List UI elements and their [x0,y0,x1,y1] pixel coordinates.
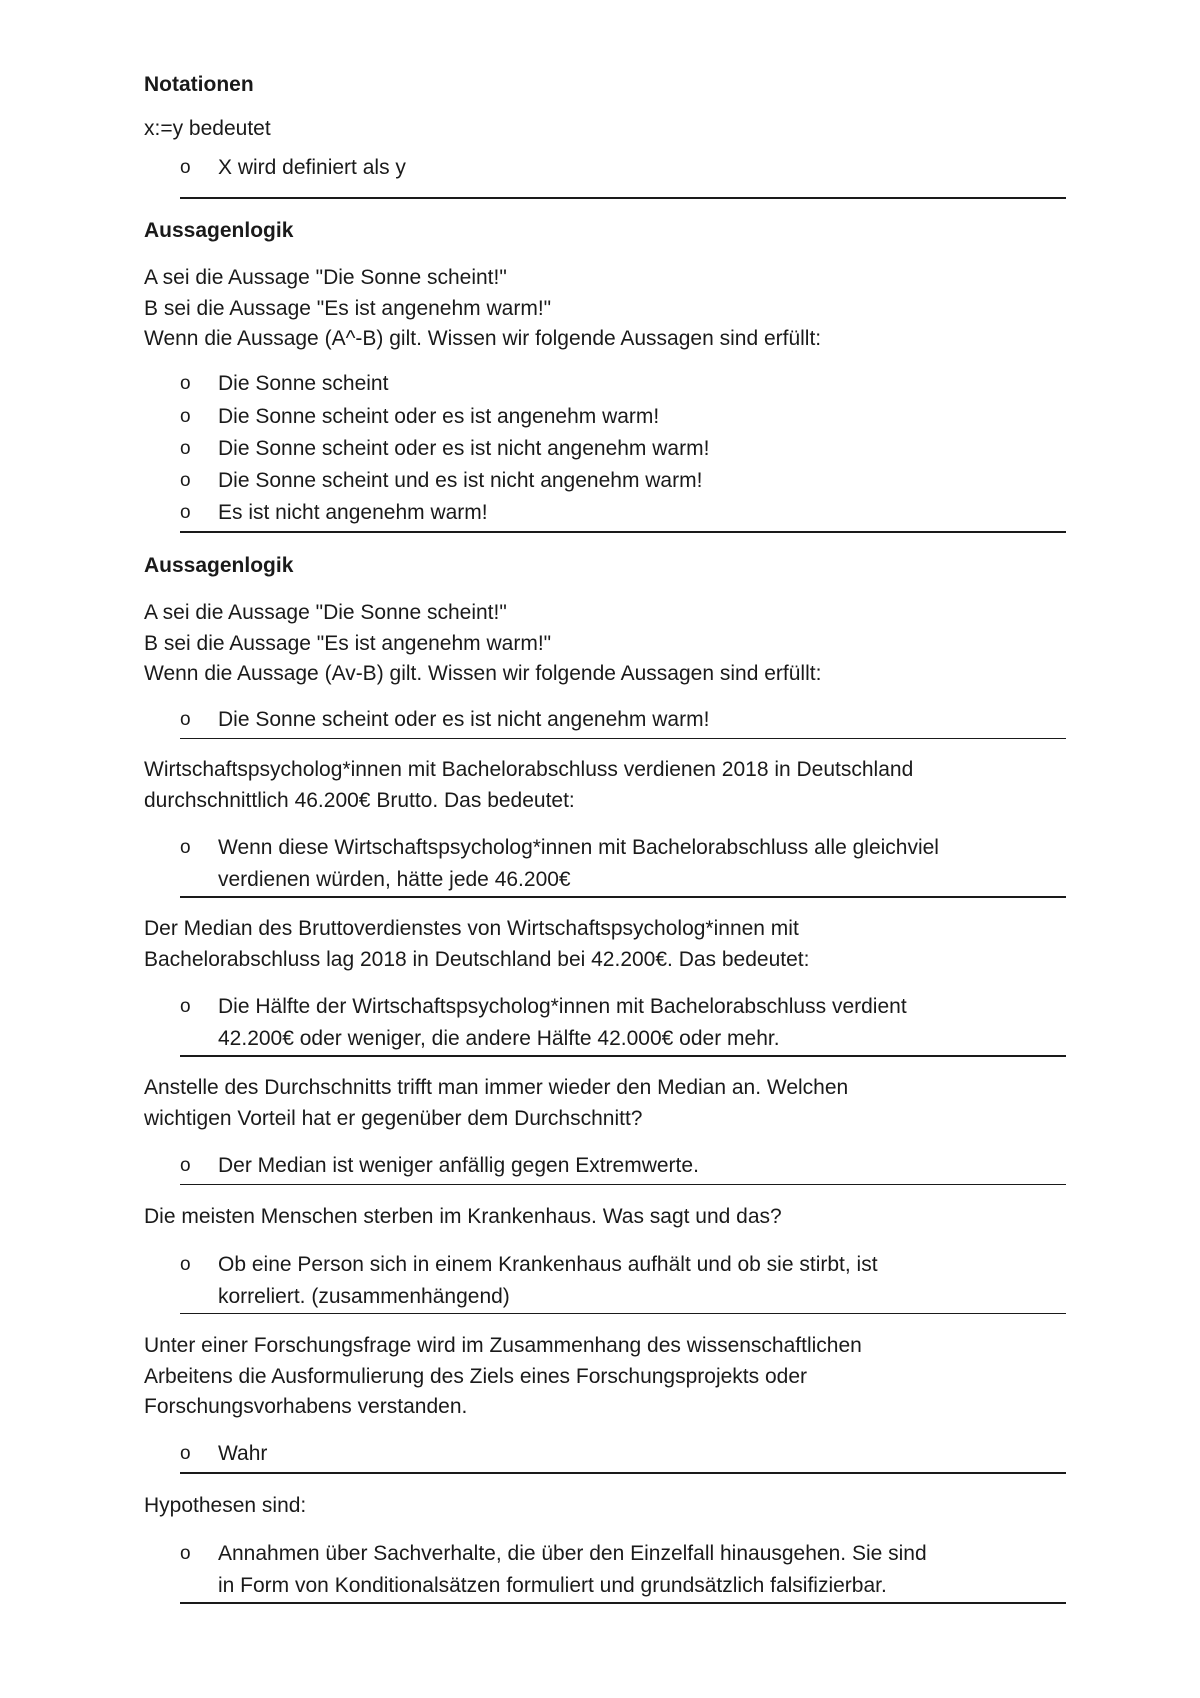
separator-line [180,896,1066,898]
question-line: Wirtschaftspsycholog*innen mit Bachelorabschluss verdienen 2018 in Deutschland [144,758,914,781]
question-text [144,1491,1064,1522]
bullet-marker: o [180,470,191,491]
question-line: A sei die Aussage "Die Sonne scheint!" [144,601,507,624]
answer-line: korreliert. (zusammenhängend) [218,1285,510,1308]
answer-line: Die Sonne scheint oder es ist angenehm warm! [218,405,660,428]
answer-line: Die Sonne scheint [218,372,389,395]
answer-option [180,991,1080,1055]
question-text [144,1202,1064,1233]
bullet-marker: o [180,373,191,394]
answer-line: X wird definiert als y [218,156,406,179]
question-text [144,1073,1064,1134]
bullet-marker: o [180,157,191,178]
question-line: Der Median des Bruttoverdienstes von Wirtschaftspsycholog*innen mit [144,917,799,940]
question-line: Anstelle des Durchschnitts trifft man immer wieder den Median an. Welchen [144,1076,849,1099]
question-text [144,1331,1064,1423]
question-line: wichtigen Vorteil hat er gegenüber dem Durchschnitt? [144,1106,643,1130]
answer-option [180,1538,1080,1602]
answer-option [180,368,1080,400]
separator-line [180,738,1066,739]
answer-option [180,401,1080,433]
answer-option [180,152,1080,184]
answer-line: Der Median ist weniger anfällig gegen Extremwerte. [218,1154,699,1177]
answer-line: Ob eine Person sich in einem Krankenhaus aufhält und ob sie stirbt, ist [218,1253,878,1276]
bullet-marker: o [180,1543,191,1564]
bullet-marker: o [180,406,191,427]
question-line: durchschnittlich 46.200€ Brutto. Das bedeutet: [144,788,575,812]
question-line: Unter einer Forschungsfrage wird im Zusammenhang des wissenschaftlichen [144,1334,862,1357]
question-text [144,914,1064,975]
answer-line: Annahmen über Sachverhalte, die über den Einzelfall hinausgehen. Sie sind [218,1542,927,1565]
answer-option [180,1249,1080,1313]
question-line: Arbeitens die Ausformulierung des Ziels eines Forschungsprojekts oder [144,1364,808,1388]
question-line: Die meisten Menschen sterben im Krankenhaus. Was sagt und das? [144,1205,782,1228]
question-line: Hypothesen sind: [144,1494,307,1517]
answer-line: Die Hälfte der Wirtschaftspsycholog*innen mit Bachelorabschluss verdient [218,995,907,1018]
question-text [144,755,1064,816]
question-line: B sei die Aussage "Es ist angenehm warm!" [144,296,552,320]
answer-option [180,704,1080,736]
answer-line: Wahr [218,1442,268,1465]
separator-line [180,1472,1066,1474]
answer-line: Die Sonne scheint oder es ist nicht angenehm warm! [218,437,710,460]
bullet-marker: o [180,709,191,730]
separator-line [180,1602,1066,1604]
bullet-marker: o [180,1254,191,1275]
answer-line: in Form von Konditionalsätzen formuliert und grundsätzlich falsifizierbar. [218,1574,887,1597]
bullet-marker: o [180,1155,191,1176]
bullet-marker: o [180,502,191,523]
separator-line [180,1055,1066,1057]
answer-line: Die Sonne scheint und es ist nicht angenehm warm! [218,469,703,492]
answer-option [180,465,1080,497]
question-text [144,263,1064,355]
question-line: Forschungsvorhabens verstanden. [144,1395,468,1418]
answer-line: Wenn diese Wirtschaftspsycholog*innen mit Bachelorabschluss alle gleichviel [218,836,939,859]
answer-option [180,497,1080,529]
question-line: Wenn die Aussage (A^-B) gilt. Wissen wir folgende Aussagen sind erfüllt: [144,327,822,350]
bullet-marker: o [180,1443,191,1464]
answer-option [180,1438,1080,1470]
separator-line [180,1313,1066,1314]
bullet-marker: o [180,996,191,1017]
separator-line [180,531,1066,533]
answer-option [180,433,1080,465]
bullet-marker: o [180,438,191,459]
question-text [144,598,1064,690]
section-heading: Aussagenlogik [144,554,294,577]
bullet-marker: o [180,837,191,858]
question-line: A sei die Aussage "Die Sonne scheint!" [144,266,507,289]
separator-line [180,197,1066,199]
question-line: B sei die Aussage "Es ist angenehm warm!" [144,631,552,655]
question-line: Wenn die Aussage (Av-B) gilt. Wissen wir folgende Aussagen sind erfüllt: [144,662,822,685]
answer-option [180,832,1080,896]
separator-line [180,1184,1066,1185]
answer-line: 42.200€ oder weniger, die andere Hälfte 42.000€ oder mehr. [218,1027,780,1050]
answer-option [180,1150,1080,1182]
question-line: x:=y bedeutet [144,117,271,140]
answer-line: Die Sonne scheint oder es ist nicht angenehm warm! [218,708,710,731]
section-heading: Aussagenlogik [144,219,294,242]
question-line: Bachelorabschluss lag 2018 in Deutschland bei 42.200€. Das bedeutet: [144,947,810,971]
answer-line: verdienen würden, hätte jede 46.200€ [218,868,571,891]
section-heading: Notationen [144,73,254,96]
answer-line: Es ist nicht angenehm warm! [218,501,488,524]
question-text [144,114,1064,145]
